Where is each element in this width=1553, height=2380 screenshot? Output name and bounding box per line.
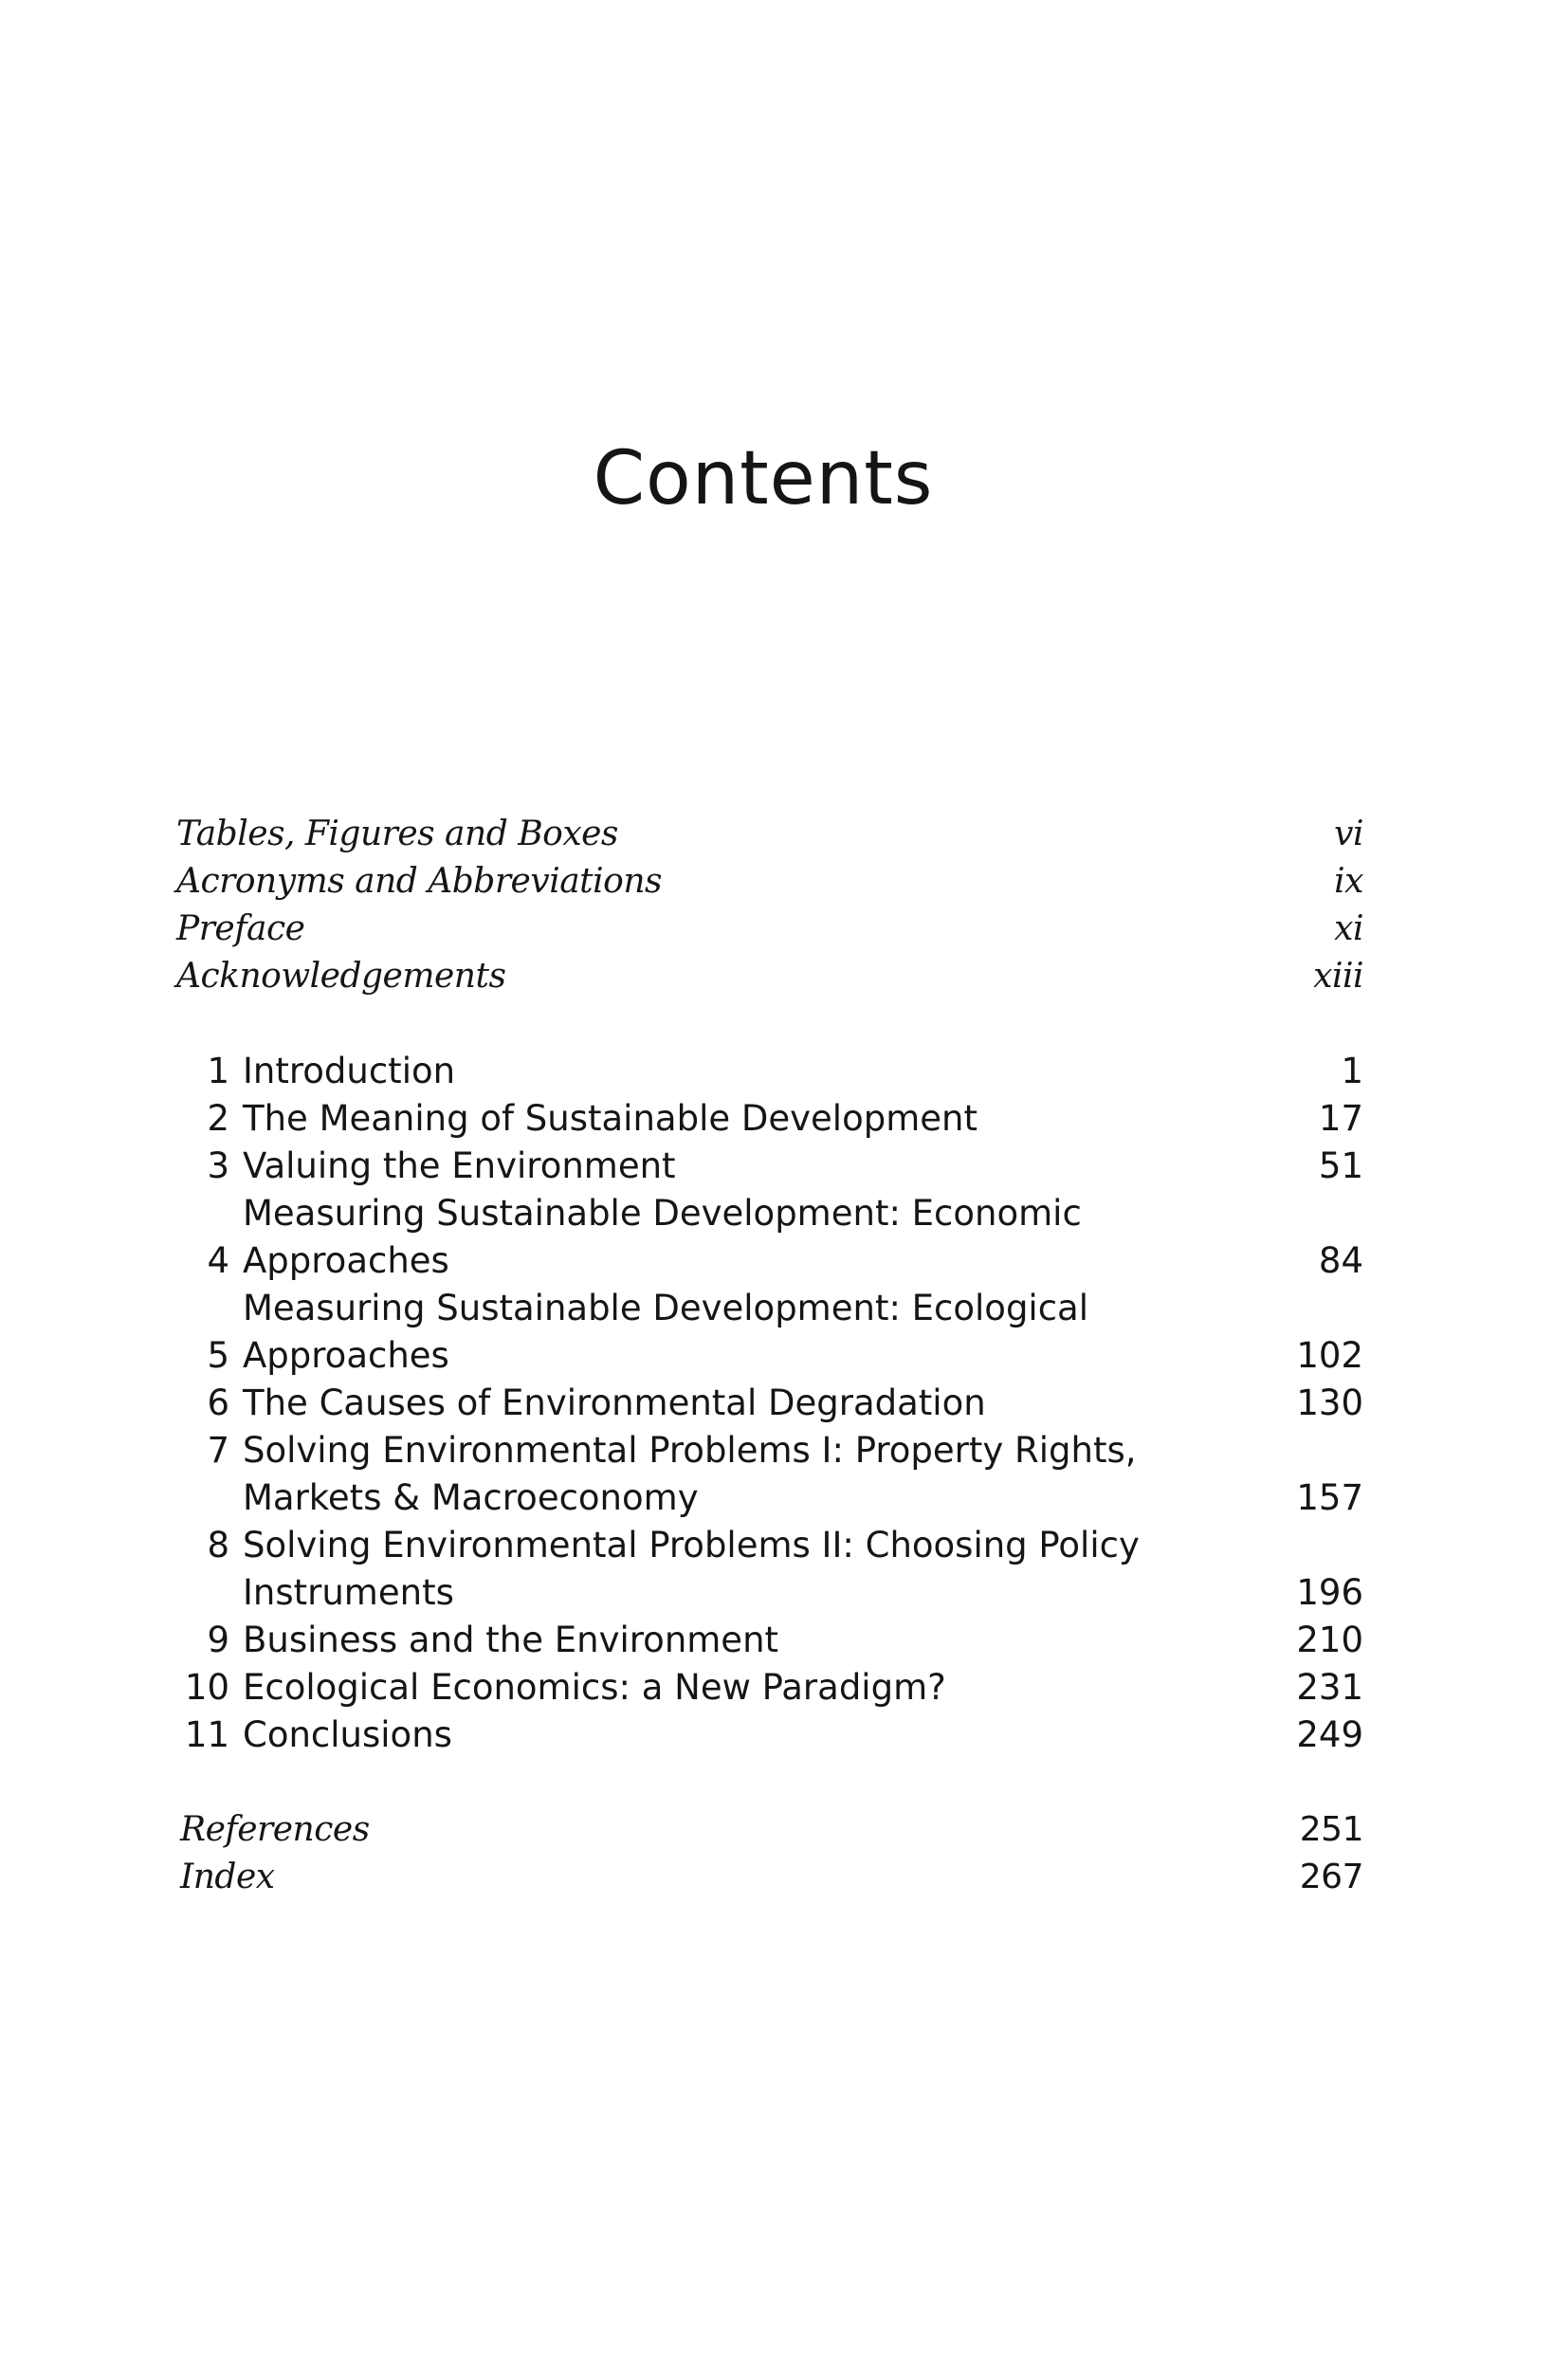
- chapter-page: 84: [1318, 1240, 1363, 1281]
- chapter-title: [243, 1048, 1250, 1095]
- chapter-entry[interactable]: [176, 1427, 1363, 1522]
- entry-title: Acknowledgements: [176, 957, 506, 996]
- chapter-title-line: Measuring Sustainable Development: Economic Approaches: [243, 1193, 1082, 1281]
- chapter-entry[interactable]: [176, 1190, 1363, 1285]
- chapter-title-line: Introduction: [243, 1051, 456, 1091]
- chapter-page: 17: [1318, 1098, 1363, 1139]
- chapter-number: 10: [184, 1667, 229, 1708]
- page-title: Contents: [593, 436, 934, 522]
- entry-title: Preface: [176, 909, 305, 948]
- chapter-title: [243, 1190, 1250, 1285]
- chapter-title-line: Conclusions: [243, 1714, 452, 1755]
- chapter-title: [243, 1427, 1250, 1522]
- chapter-entry[interactable]: [176, 1143, 1363, 1190]
- table-of-contents: [176, 811, 1363, 1901]
- entry-page: xi: [1334, 909, 1363, 948]
- chapter-number: 3: [207, 1145, 229, 1186]
- entry-title: Index: [180, 1858, 275, 1896]
- back-matter-entry[interactable]: [176, 1854, 1363, 1901]
- chapter-title-line: Measuring Sustainable Development: Ecological Approaches: [243, 1288, 1089, 1376]
- chapter-title-line: Solving Environmental Problems II: Choosing Policy: [243, 1525, 1140, 1565]
- entry-page: 267: [1299, 1858, 1363, 1896]
- chapter-number: 2: [207, 1098, 229, 1139]
- chapter-title-line: The Causes of Environmental Degradation: [243, 1382, 986, 1423]
- chapter-title: [243, 1095, 1250, 1143]
- chapter-title-line: Solving Environmental Problems I: Property Rights,: [243, 1430, 1137, 1471]
- chapter-number: 9: [207, 1620, 229, 1660]
- chapter-page: 51: [1318, 1145, 1363, 1186]
- chapter-page: 130: [1296, 1382, 1363, 1423]
- entry-page: xiii: [1313, 957, 1363, 996]
- chapter-page: 1: [1341, 1051, 1363, 1091]
- chapter-entry[interactable]: [176, 1095, 1363, 1143]
- chapter-title-line: Ecological Economics: a New Paradigm?: [243, 1667, 946, 1708]
- chapter-number: 4: [207, 1240, 229, 1281]
- front-matter-entry[interactable]: [176, 811, 1363, 858]
- chapter-title: [243, 1143, 1250, 1190]
- chapter-title-line: Instruments: [243, 1572, 454, 1613]
- front-matter-list: [176, 811, 1363, 1000]
- entry-title: Acronyms and Abbreviations: [176, 862, 662, 901]
- chapter-page: 231: [1296, 1667, 1363, 1708]
- chapter-title: [243, 1285, 1250, 1380]
- chapter-entry[interactable]: [176, 1380, 1363, 1427]
- chapter-title: [243, 1712, 1250, 1759]
- entry-title: Tables, Figures and Boxes: [176, 815, 618, 853]
- chapter-page: 249: [1296, 1714, 1363, 1755]
- chapter-number: 1: [207, 1051, 229, 1091]
- chapter-number: 5: [207, 1335, 229, 1376]
- chapter-title: [243, 1522, 1250, 1617]
- chapter-number: 7: [207, 1430, 229, 1471]
- chapter-page: 210: [1296, 1620, 1363, 1660]
- chapter-title: [243, 1380, 1250, 1427]
- chapter-title-line: The Meaning of Sustainable Development: [243, 1098, 977, 1139]
- back-matter-list: [176, 1806, 1363, 1901]
- chapter-entry[interactable]: [176, 1048, 1363, 1095]
- chapter-number: 6: [207, 1382, 229, 1423]
- entry-page: vi: [1334, 815, 1363, 853]
- chapter-title: [243, 1617, 1250, 1664]
- chapter-number: 11: [184, 1714, 229, 1755]
- chapter-title-line: Markets & Macroeconomy: [243, 1477, 699, 1518]
- chapter-entry[interactable]: [176, 1522, 1363, 1617]
- chapter-page: 157: [1296, 1477, 1363, 1518]
- chapter-title: [243, 1664, 1250, 1712]
- entry-page: 251: [1299, 1810, 1363, 1849]
- chapter-entry[interactable]: [176, 1617, 1363, 1664]
- front-matter-entry[interactable]: [176, 906, 1363, 953]
- front-matter-entry[interactable]: [176, 953, 1363, 1000]
- chapter-page: 196: [1296, 1572, 1363, 1613]
- front-matter-entry[interactable]: [176, 858, 1363, 906]
- chapter-page: 102: [1296, 1335, 1363, 1376]
- entry-page: ix: [1334, 862, 1363, 901]
- chapter-title-line: Business and the Environment: [243, 1620, 779, 1660]
- back-matter-entry[interactable]: [176, 1806, 1363, 1854]
- chapter-entry[interactable]: [176, 1712, 1363, 1759]
- chapter-entry[interactable]: [176, 1285, 1363, 1380]
- entry-title: References: [180, 1810, 370, 1849]
- chapter-title-line: Valuing the Environment: [243, 1145, 676, 1186]
- chapter-entry[interactable]: [176, 1664, 1363, 1712]
- chapter-list: [176, 1048, 1363, 1759]
- chapter-number: 8: [207, 1525, 229, 1565]
